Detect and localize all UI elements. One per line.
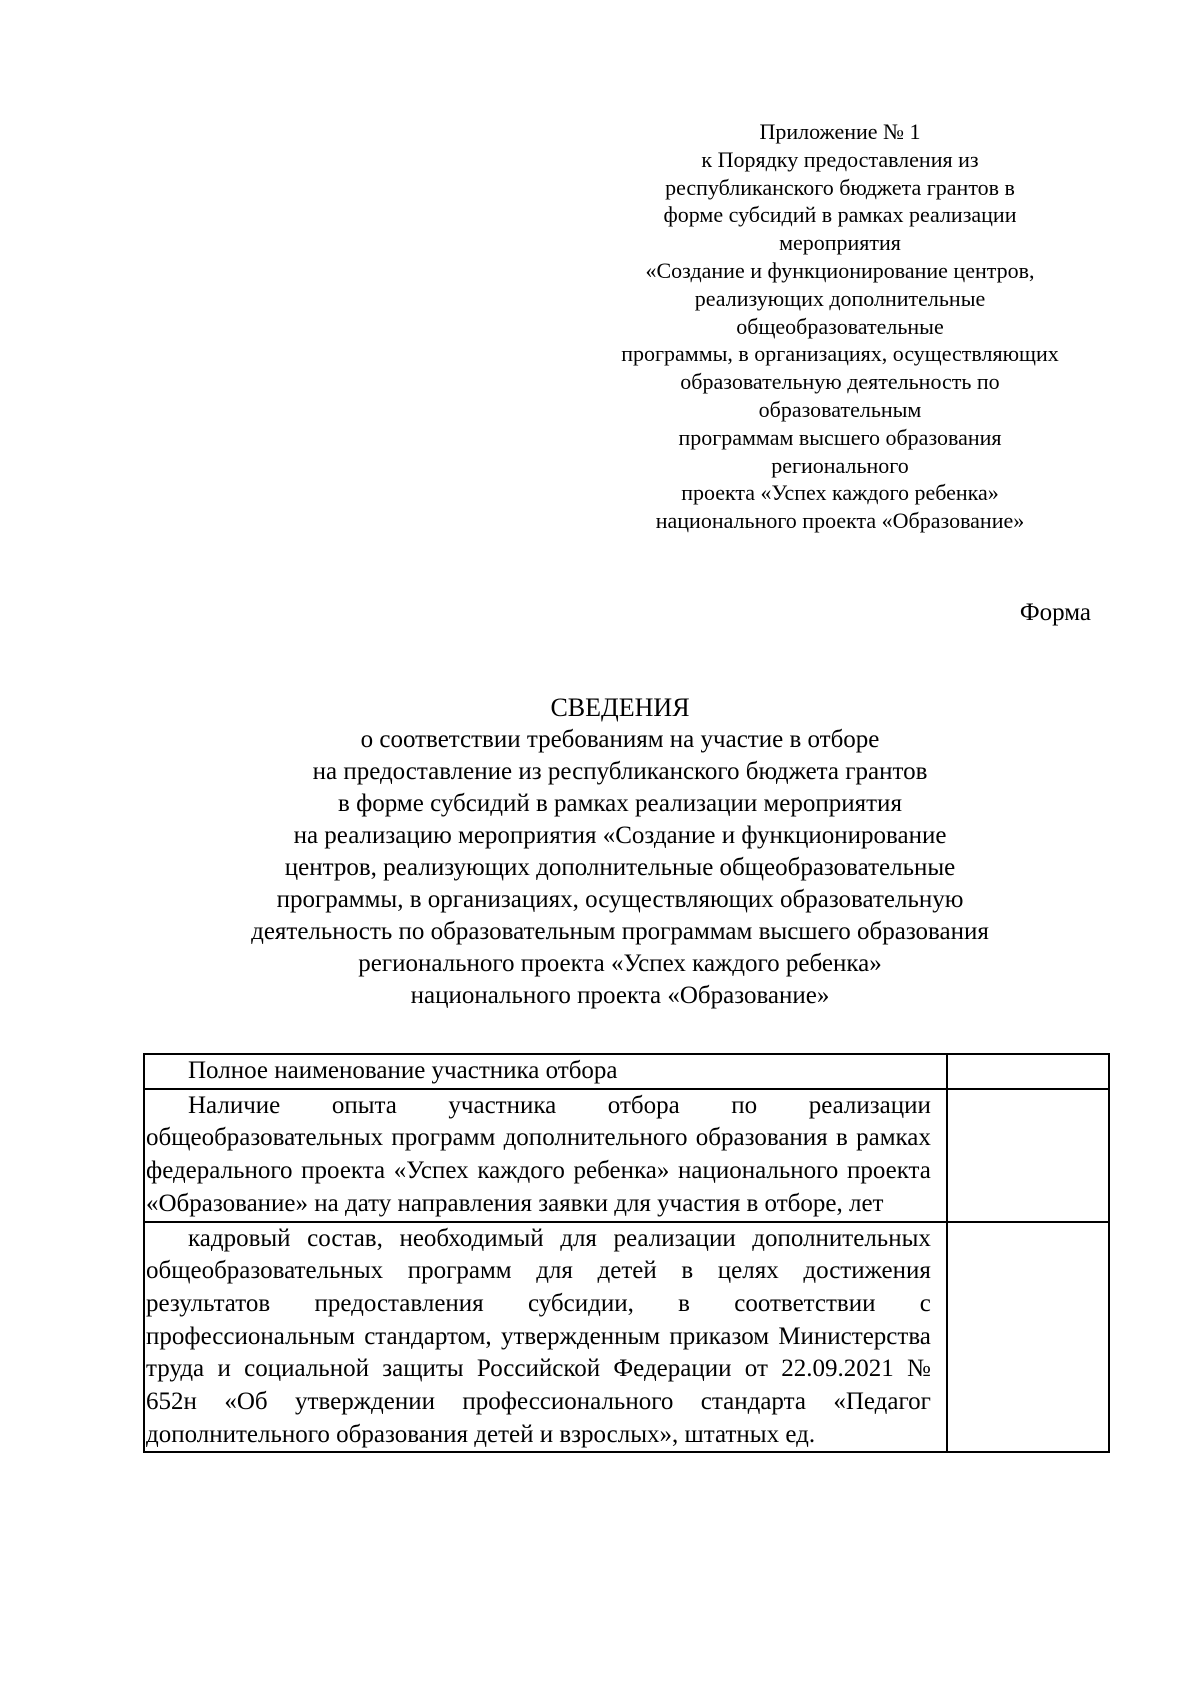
appendix-line: проекта «Успех каждого ребенка» xyxy=(681,480,999,506)
table-label-cell xyxy=(144,1222,947,1453)
title-line: в форме субсидий в рамках реализации мероприятия xyxy=(338,790,902,817)
appendix-line: программы, в организациях, осуществляющих xyxy=(621,341,1059,367)
appendix-header xyxy=(580,118,1100,535)
table-value-cell[interactable] xyxy=(947,1089,1109,1222)
appendix-line: национального проекта «Образование» xyxy=(655,508,1025,534)
row-label: Полное наименование участника отбора xyxy=(188,1057,618,1084)
appendix-line: мероприятия xyxy=(779,230,901,256)
title-line: о соответствии требованиям на участие в отборе xyxy=(360,726,880,753)
title-heading: СВЕДЕНИЯ xyxy=(550,693,690,722)
appendix-line: образовательную деятельность по xyxy=(680,369,1000,395)
row-label: кадровый состав, необходимый для реализации дополнительных общеобразовательных программ для детей в целях достижения результатов предоставления субсидии, в соответствии с профессиональным стандартом, утвержденным приказом Министерства труда и социальной защиты Российской Федерации от 22.09.2021 № 652н «Об утверждении профессионального стандарта «Педагог дополнительного образования детей и взрослых», штатных ед. xyxy=(146,1224,931,1448)
appendix-line: программам высшего образования xyxy=(678,424,1002,450)
table-label-cell xyxy=(144,1089,947,1222)
table-label-cell xyxy=(144,1054,947,1089)
table-row xyxy=(144,1054,1109,1089)
appendix-line: общеобразовательные xyxy=(736,313,944,339)
table-row xyxy=(144,1222,1109,1453)
table-value-cell[interactable] xyxy=(947,1222,1109,1453)
row-label: Наличие опыта участника отбора по реализации общеобразовательных программ дополнительного образования в рамках федерального проекта «Успех каждого ребенка» национального проекта «Образование» на дату направления заявки для участия в отборе, лет xyxy=(146,1091,931,1217)
appendix-line: республиканского бюджета грантов в xyxy=(665,174,1015,200)
appendix-line: к Порядку предоставления из xyxy=(701,146,979,172)
table-value-cell[interactable] xyxy=(947,1054,1109,1089)
info-table xyxy=(143,1053,1110,1453)
title-line: на реализацию мероприятия «Создание и функционирование xyxy=(293,822,947,849)
form-label: Форма xyxy=(1019,599,1091,626)
table-row xyxy=(144,1089,1109,1222)
title-line: на предоставление из республиканского бюджета грантов xyxy=(312,758,928,785)
title-line: деятельность по образовательным программам высшего образования xyxy=(251,918,989,945)
title-line: центров, реализующих дополнительные общеобразовательные xyxy=(284,854,956,881)
title-line: национального проекта «Образование» xyxy=(410,982,830,1009)
appendix-line: образовательным xyxy=(758,396,922,422)
document-title xyxy=(130,692,1110,1012)
title-line: программы, в организациях, осуществляющих образовательную xyxy=(276,886,964,913)
title-line: регионального проекта «Успех каждого ребенка» xyxy=(358,950,882,977)
appendix-line: форме субсидий в рамках реализации xyxy=(663,202,1017,228)
appendix-line: реализующих дополнительные xyxy=(694,285,986,311)
appendix-line: Приложение № 1 xyxy=(759,119,921,144)
appendix-line: регионального xyxy=(771,452,909,478)
appendix-line: «Создание и функционирование центров, xyxy=(645,257,1035,283)
